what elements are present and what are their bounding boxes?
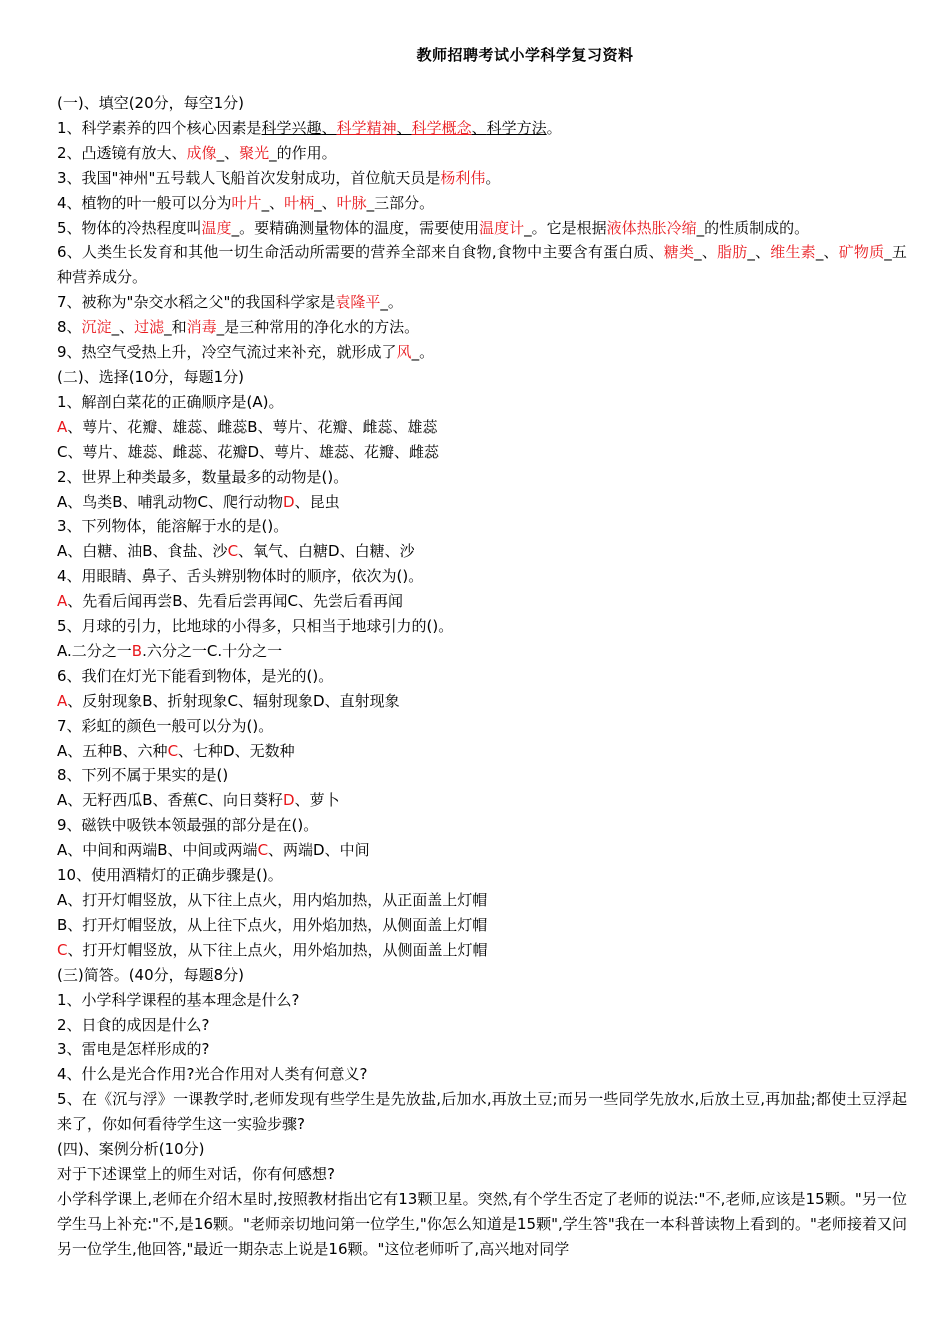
question-text: _是三种常用的净化水的方法。 [216,318,420,337]
answer-mark: C [167,741,179,760]
answer: 风 [396,343,412,362]
answer: 温度计 [479,218,525,237]
section-heading-fill-blank: (一)、填空(20分，每空1分) [57,94,245,112]
choice-question-stem: 4、用眼睛、鼻子、舌头辨别物体时的顺序，依次为()。 [57,567,424,586]
answer: 消毒 [186,318,217,337]
choice-options [57,838,907,863]
answer-mark: C [227,542,239,561]
fill-question-6 [57,240,907,290]
choice-question-stem: 8、下列不属于果实的是() [57,766,229,785]
option-text: A.二分之一 [57,641,132,660]
choice-options [57,490,907,515]
answer: 成像 [186,143,217,162]
answer: 叶脉 [336,193,367,212]
question-text: _。 [411,343,435,362]
separator: 、 [471,118,487,137]
choice-option-a: A、打开灯帽竖放，从下往上点火，用内焰加热，从正面盖上灯帽 [57,891,488,909]
option-text: 、先看后闻再尝B、先看后尝再闻C、先尝后看再闻 [67,592,404,611]
case-prompt: 对于下述课堂上的师生对话，你有何感想? [57,1164,335,1183]
section-heading-short-answer: (三)简答。(40分，每题8分) [57,965,245,984]
option-text: 、打开灯帽竖放，从下往上点火，用外焰加热，从侧面盖上灯帽 [67,940,488,959]
option-text: A、鸟类B、哺乳动物C、爬行动物 [57,492,284,511]
choice-question-stem: 7、彩虹的颜色一般可以分为()。 [57,716,274,735]
question-text: 9、热空气受热上升，冷空气流过来补充，就形成了 [57,343,397,362]
choice-options [57,639,907,664]
choice-question-stem: 3、下列物体，能溶解于水的是()。 [57,517,289,536]
answer: 科学方法 [486,118,547,137]
answer: 过滤 [134,318,165,337]
answer: 袁隆平 [335,293,381,312]
answer-mark: C [257,841,269,860]
option-text: A、五种B、六种 [57,741,168,760]
separator: _。要精确测量物体的温度，需要使用 [231,218,480,237]
separator: 、 [321,118,337,137]
choice-options [57,739,907,764]
separator: 、 [396,118,412,137]
short-answer-question-1: 1、小学科学课程的基本理念是什么? [57,990,300,1009]
choice-options [57,415,907,440]
choice-option-b: B、打开灯帽竖放，从上往下点火，用外焰加热，从侧面盖上灯帽 [57,915,488,934]
question-text: _五种营养成分。 [57,243,907,287]
case-text: 小学科学课上,老师在介绍木星时,按照教材指出它有13颗卫星。突然,有个学生否定了老师的说法:"不,老师,应该是15颗。"另一位学生马上补充:"不,是16颗。"老师亲切地问第一位学生,"你怎么知道是15颗",学生答"我在一本科普读物上看到的。"老师接着又问另一位学生,他回答,"最近一期杂志上说是16颗。"这位老师听了,高兴地对同学 [57,1189,907,1258]
choice-options [57,689,907,714]
document-title: 教师招聘考试小学科学复习资料 [416,46,634,64]
choice-question-stem: 5、月球的引力，比地球的小得多，只相当于地球引力的()。 [57,617,454,636]
answer-mark: A [57,691,68,710]
document-body [57,91,907,1262]
question-text: _。 [380,293,403,312]
choice-option-c [57,938,907,963]
fill-question-1 [57,116,907,141]
separator: _、 [815,243,839,262]
separator: _、 [216,143,240,162]
separator: _、 [314,193,337,212]
option-text: 、萼片、花瓣、雄蕊、雌蕊B、萼片、花瓣、雌蕊、雄蕊 [67,417,438,436]
question-text: 4、植物的叶一般可以分为 [57,193,232,212]
short-answer-question-3: 3、雷电是怎样形成的? [57,1040,210,1059]
option-text: 、两端D、中间 [268,841,370,860]
option-text: 、七种D、无数种 [178,741,295,760]
choice-question-stem: 9、磁铁中吸铁本领最强的部分是在()。 [57,816,319,835]
fill-question-7 [57,290,907,315]
short-answer-question-5: 5、在《沉与浮》一课教学时,老师发现有些学生是先放盐,后加水,再放土豆;而另一些同学先放水,后放土豆,再加盐;都使土豆浮起来了，你如何看待学生这一实验步骤? [57,1090,907,1134]
answer: 科学精神 [336,118,397,137]
question-text: 。 [546,118,562,137]
separator: _。它是根据 [524,218,607,237]
answer: 糖类 [663,243,695,262]
option-text: A、白糖、油B、食盐、沙 [57,542,228,561]
answer: 温度 [201,218,232,237]
option-text: 、反射现象B、折射现象C、辐射现象D、直射现象 [67,691,400,710]
option-text: 、氧气、白糖D、白糖、沙 [238,542,415,561]
answer: 维生素 [770,243,816,262]
section-heading-choice: (二)、选择(10分，每题1分) [57,367,245,386]
choice-options [57,788,907,813]
question-text: 1、科学素养的四个核心因素是 [57,118,262,137]
separator: _、 [261,193,285,212]
question-text: 5、物体的冷热程度叫 [57,218,202,237]
separator: _、 [111,318,135,337]
question-text: 6、人类生长发育和其他一切生命活动所需要的营养全部来自食物,食物中主要含有蛋白质、 [57,243,664,262]
option-text: 、昆虫 [294,492,340,511]
question-text: 2、凸透镜有放大、 [57,143,187,162]
question-text: 8、 [57,318,82,337]
answer: 叶片 [231,193,262,212]
option-text: A、中间和两端B、中间或两端 [57,841,258,860]
question-text: 3、我国"神州"五号载人飞船首次发射成功，首位航天员是 [57,168,441,187]
question-text: _三部分。 [366,193,435,212]
answer: 矿物质 [838,243,885,262]
choice-question-stem: 6、我们在灯光下能看到物体，是光的()。 [57,666,334,685]
option-text: A、无籽西瓜B、香蕉C、向日葵籽 [57,791,284,810]
answer: 杨利伟 [440,168,486,187]
answer: 沉淀 [81,318,112,337]
fill-question-2 [57,141,907,166]
answer-mark: C [57,940,68,959]
choice-question-stem: 2、世界上种类最多，数量最多的动物是()。 [57,467,349,486]
section-heading-case-analysis: (四)、案例分析(10分) [57,1140,205,1159]
option-text: .六分之一C.十分之一 [142,641,283,660]
fill-question-5 [57,216,907,241]
fill-question-3 [57,166,907,191]
answer-mark: D [283,791,295,810]
choice-options [57,539,907,564]
answer-mark: D [283,492,295,511]
question-text: _的性质制成的。 [696,218,810,237]
fill-question-9 [57,340,907,365]
choice-question-stem: 10、使用酒精灯的正确步骤是()。 [57,866,283,885]
choice-options: C、萼片、雄蕊、雌蕊、花瓣D、萼片、雄蕊、花瓣、雌蕊 [57,442,440,461]
answer: 液体热胀冷缩 [606,218,697,237]
question-text: 7、被称为"杂交水稻之父"的我国科学家是 [57,293,336,312]
option-text: 、萝卜 [294,791,340,810]
answer: 聚光 [239,143,270,162]
fill-question-4 [57,191,907,216]
answer-mark: A [57,592,68,611]
separator: _、 [747,243,771,262]
answer-mark: B [131,641,143,660]
answer: 科学兴趣 [261,118,322,137]
separator: _、 [694,243,718,262]
fill-question-8 [57,315,907,340]
choice-options [57,589,907,614]
separator: _和 [164,318,187,337]
answer: 脂肪 [717,243,748,262]
answer: 叶柄 [284,193,315,212]
answer: 科学概念 [411,118,472,137]
short-answer-question-2: 2、日食的成因是什么? [57,1015,210,1034]
question-text: _的作用。 [269,143,337,162]
choice-question-stem: 1、解剖白菜花的正确顺序是(A)。 [57,392,284,411]
answer-mark: A [57,417,68,436]
question-text: 。 [485,168,501,187]
short-answer-question-4: 4、什么是光合作用?光合作用对人类有何意义? [57,1065,368,1084]
